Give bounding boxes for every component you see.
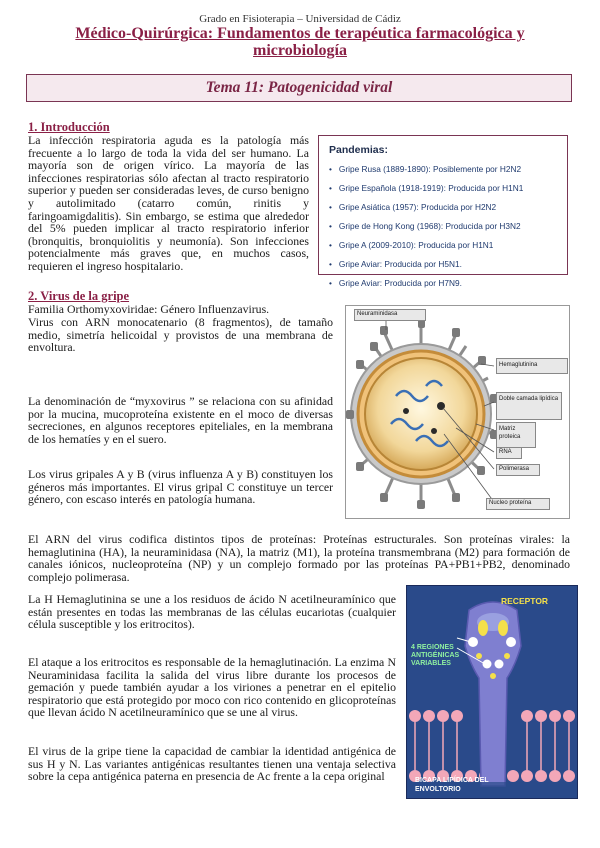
label-neuraminidasa: Neuraminidasa [354,309,426,321]
section-heading-intro: 1. Introducción [28,120,110,134]
pandemic-item: • Gripe Rusa (1889-1890): Posiblemente por H2N2 [329,160,567,179]
myxovirus-paragraph: La denominación de “myxovirus ” se relaciona con su afinidad por la mucina, mucoproteína existente en el moco de diversas secreciones, en algunos receptores epiteliales, en la membrana de los hematíes y en el suero. [28,394,333,446]
label-nucleoproteina: Nucleo proteína [486,498,550,510]
institution-line: Grado en Fisioterapia – Universidad de Cádiz [199,13,401,25]
label-matriz: Matriz proteica [496,422,536,448]
influenza-types-paragraph: Los virus gripales A y B (virus influenza A y B) constituyen los géneros más importantes. El virus gripal C constituye un tercer género, con escaso interés en patología humana. [28,467,333,507]
label-hemaglutinina: Hemaglutinina [496,358,568,374]
receptor-label: RECEPTOR [501,596,549,606]
pandemics-title: Pandemias: [329,144,388,156]
topic-title: Tema 11: Patogenicidad viral [26,74,572,102]
intro-paragraph: La infección respiratoria aguda es la patología más frecuente a lo largo de toda la vida del ser humano. La mayoría son de origen vírico. La mayoría de las infecciones respiratorias sólo afectan al tracto respiratorio superior y pueden ser consideradas leves, de curso benigno y autolimitado (catarro común, rinitis y faringoamigdalitis). Sin embargo, se estima que alrededor del 5% pueden implicar al tracto respiratorio inferior (bronquitis, bronquiolitis y neumonía). Son infecciones potencialmente más graves que, en muchos casos, requieren el ingreso hospitalario. [28,133,309,273]
pandemic-item: • Gripe Asiática (1957): Producida por H2N2 [329,198,567,217]
pandemic-item: • Gripe Española (1918-1919): Producida por H1N1 [329,179,567,198]
label-rna: RNA [496,447,522,459]
pandemic-item: • Gripe Aviar: Producida por H7N9. [329,274,567,293]
receptor-figure [406,585,578,799]
label-doble-camada: Doble camada lipídica [496,392,562,420]
proteins-paragraph: El ARN del virus codifica distintos tipos de proteínas: Proteínas estructurales. Son proteínas virales: la hemaglutinina (HA), la neuraminidasa (NA), la matriz (M1), la proteína transmembrana (M2) para formación de canales iónicos, nucleoproteína (NP) y un complejo formado por las proteínas PA+PB1+PB2, denominado complejo polimerasa. [28,532,570,584]
neuraminidasa-paragraph: El ataque a los eritrocitos es responsable de la hemaglutinación. La enzima N Neuraminidasa facilita la salida del virus libre durante los procesos de gemación y puede también ayudar a los viriones a penetrar en el epitelio respiratorio que está protegido por moco con rico contenido en glicoproteínas que llevan ácido N acetilneuramínico que se une al virus. [28,655,396,720]
pandemic-item: • Gripe A (2009-2010): Producida por H1N1 [329,236,567,255]
pandemics-list [319,160,567,293]
hemaglutinina-paragraph: La H Hemaglutinina se une a los residuos de ácido N acetilneuramínico que están presentes en todas las membranas de las células eucariotas (cualquier célula susceptible y los eritrocitos). [28,592,396,632]
virus-family-paragraph: Familia Orthomyxoviridae: Género Influenzavirus. [28,302,270,316]
virus-structure-figure [345,305,570,519]
virus-structure-paragraph: Virus con ARN monocatenario (8 fragmentos), de tamaño medio, simetría helicoidal y provistos de una membrana de envoltura. [28,315,333,355]
bilayer-label: BICAPA LIPÍDICA DEL ENVOLTORIO [415,777,489,793]
course-title: Médico-Quirúrgica: Fundamentos de terapéutica farmacológica y microbiología [75,25,525,59]
antigenic-shift-paragraph: El virus de la gripe tiene la capacidad de cambiar la identidad antigénica de sus H y N. Las variantes antigénicas resultantes tienen una ventaja selectiva sobre la cepa antigénica paterna en presencia de Ac frente a la cepa original [28,744,396,784]
pandemic-item: • Gripe Aviar: Producida por H5N1. [329,255,567,274]
pandemic-item: • Gripe de Hong Kong (1968): Producida por H3N2 [329,217,567,236]
pandemics-box [318,135,568,288]
section-heading-virus: 2. Virus de la gripe [28,289,130,303]
label-polimerasa: Polimerasa [496,464,540,476]
regions-label: 4 REGIONES ANTIGÉNICAS VARIABLES [411,644,460,667]
